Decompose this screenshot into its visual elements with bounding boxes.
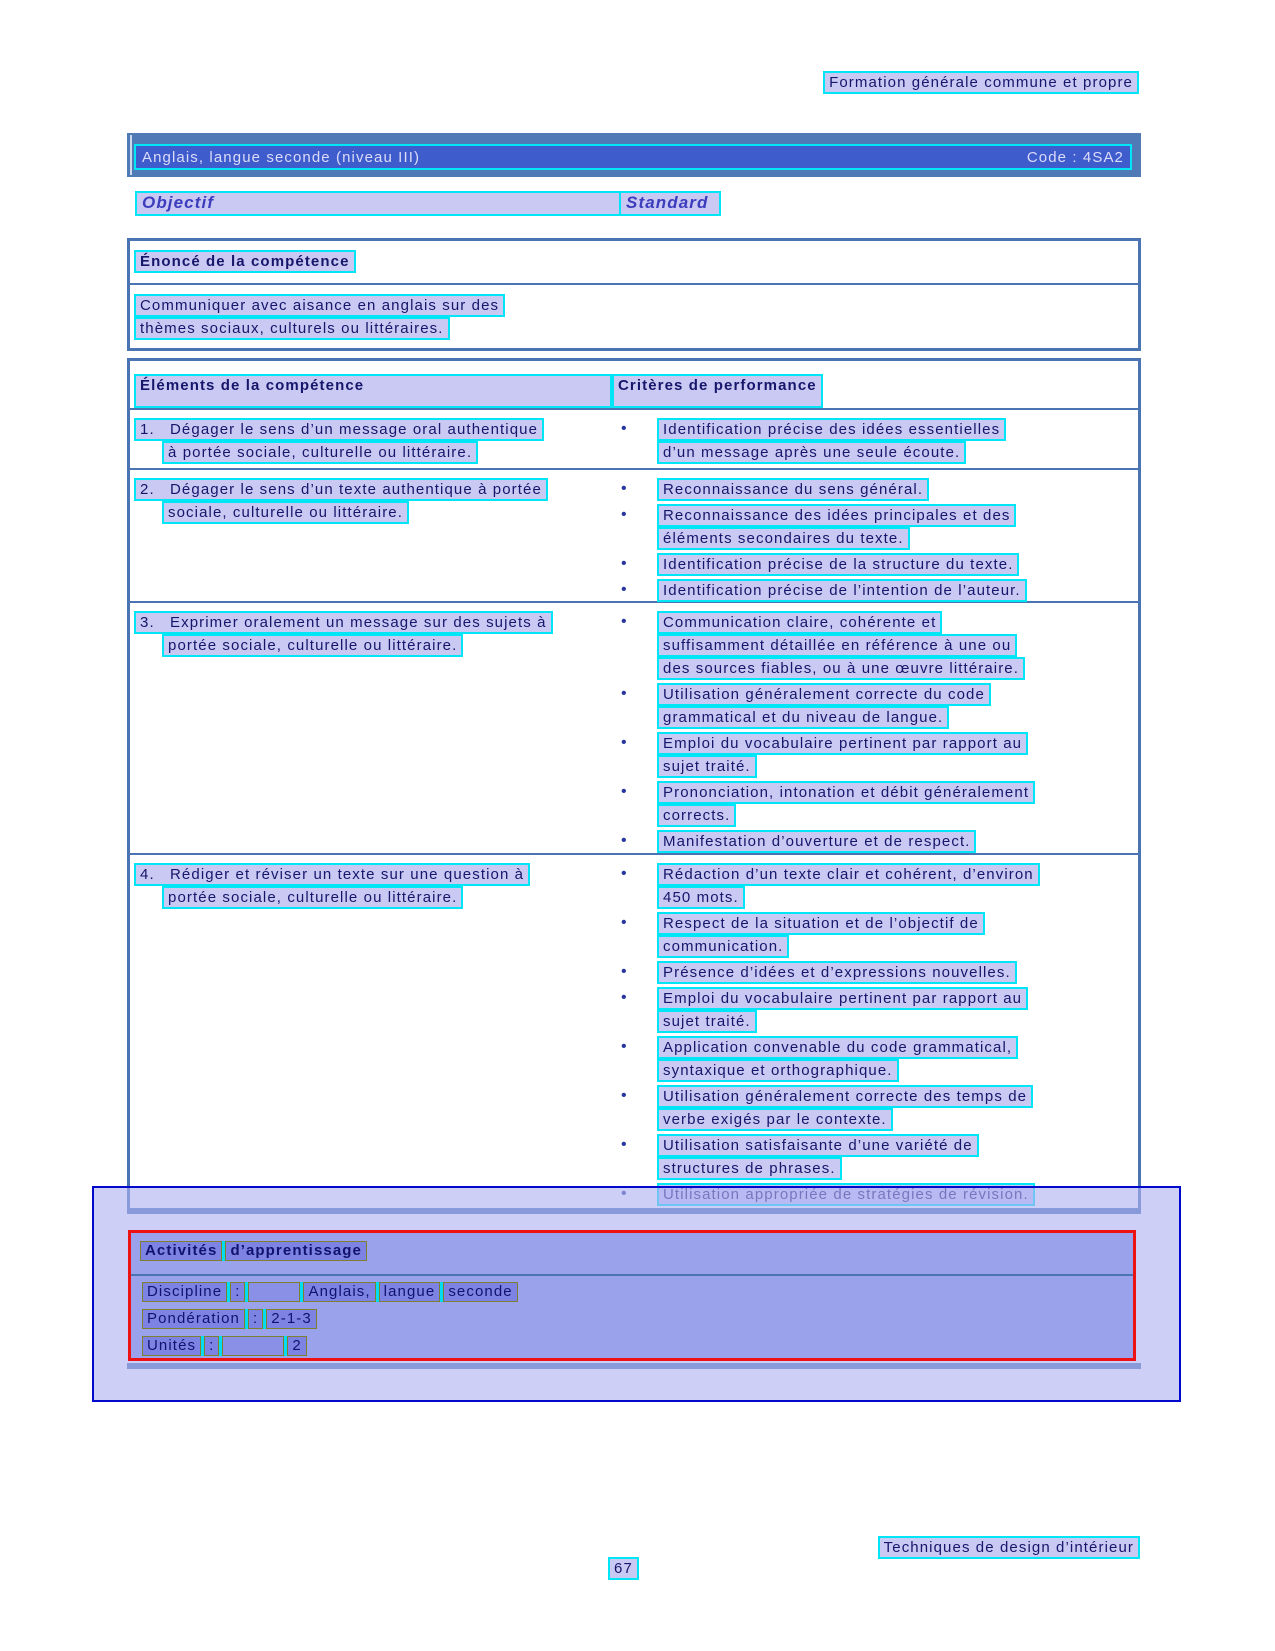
criterion-text: Utilisation généralement correcte du code xyxy=(657,683,991,706)
bullet-icon: • xyxy=(621,1087,628,1104)
criterion-text: Application convenable du code grammatical, xyxy=(657,1036,1018,1059)
criterion-text: Emploi du vocabulaire pertinent par rapport au xyxy=(657,732,1028,755)
activites-header-word: d’apprentissage xyxy=(225,1241,367,1261)
bullet-icon: • xyxy=(621,963,628,980)
criterion-text: sujet traité. xyxy=(657,755,757,778)
element-cell: 3. Exprimer oralement un message sur des sujets à portée sociale, culturelle ou littéraire. xyxy=(134,611,618,853)
criterion-text: communication. xyxy=(657,935,789,958)
discipline-value-word: seconde xyxy=(443,1282,517,1302)
activites-header-line xyxy=(140,1241,367,1261)
table-row xyxy=(130,855,1138,1206)
ponderation-row xyxy=(142,1309,317,1329)
colon: : xyxy=(204,1336,219,1356)
bullet-icon: • xyxy=(621,832,628,849)
criteria-cell xyxy=(618,863,1138,1206)
element-text: Rédiger et réviser un texte sur une question à xyxy=(170,866,525,883)
discipline-value-word: langue xyxy=(379,1282,441,1302)
bullet-icon: • xyxy=(621,506,628,523)
criteria-cell xyxy=(618,478,1138,601)
tab-spacer xyxy=(248,1282,300,1302)
criterion-text: verbe exigés par le contexte. xyxy=(657,1108,893,1131)
bullet-icon: • xyxy=(621,480,628,497)
criterion-text: suffisamment détaillée en référence à une ou xyxy=(657,634,1017,657)
element-text: Dégager le sens d’un message oral authentique xyxy=(170,421,539,438)
criterion-text: Identification précise des idées essentielles xyxy=(657,418,1006,441)
bullet-icon: • xyxy=(621,914,628,931)
discipline-value-word: Anglais, xyxy=(303,1282,375,1302)
criterion-text: Reconnaissance des idées principales et des xyxy=(657,504,1016,527)
criterion-text: des sources fiables, ou à une œuvre littéraire. xyxy=(657,657,1025,680)
standard-heading: Standard xyxy=(619,191,721,216)
bullet-icon: • xyxy=(621,581,628,598)
bullet-icon: • xyxy=(621,783,628,800)
ponderation-value: 2-1-3 xyxy=(266,1309,317,1329)
criterion-text: Communication claire, cohérente et xyxy=(657,611,942,634)
criteria-cell xyxy=(618,418,1138,468)
criterion-text: Reconnaissance du sens général. xyxy=(657,478,929,501)
table-row xyxy=(130,470,1138,603)
activites-header-word: Activités xyxy=(140,1241,222,1261)
criterion-text: Utilisation satisfaisante d’une variété de xyxy=(657,1134,979,1157)
page-number: 67 xyxy=(608,1557,639,1580)
activites-header-underline xyxy=(131,1274,1133,1276)
criterion-text: Manifestation d’ouverture et de respect. xyxy=(657,830,976,853)
table-row xyxy=(130,603,1138,855)
footer-program-name: Techniques de design d’intérieur xyxy=(878,1536,1140,1559)
title-bar xyxy=(127,133,1141,177)
course-title: Anglais, langue seconde (niveau III) xyxy=(142,148,421,166)
criterion-text: corrects. xyxy=(657,804,736,827)
competence-table xyxy=(127,358,1141,1214)
bullet-icon: • xyxy=(621,420,628,437)
bullet-icon: • xyxy=(621,1136,628,1153)
criterion-text: 450 mots. xyxy=(657,886,745,909)
enonce-body xyxy=(130,285,1138,340)
criterion-text: éléments secondaires du texte. xyxy=(657,527,910,550)
discipline-row xyxy=(142,1282,518,1302)
objectif-standard-row xyxy=(135,191,721,216)
table-header-row xyxy=(130,361,1138,410)
criterion-text: structures de phrases. xyxy=(657,1157,842,1180)
criterion-text: syntaxique et orthographique. xyxy=(657,1059,899,1082)
enonce-line: Communiquer avec aisance en anglais sur des xyxy=(134,294,505,317)
criterion-text: Présence d’idées et d’expressions nouvelles. xyxy=(657,961,1017,984)
colon: : xyxy=(230,1282,245,1302)
discipline-label: Discipline xyxy=(142,1282,227,1302)
element-text: sociale, culturelle ou littéraire. xyxy=(162,501,409,524)
element-text: portée sociale, culturelle ou littéraire. xyxy=(162,634,463,657)
table-row xyxy=(130,410,1138,470)
bullet-icon: • xyxy=(621,989,628,1006)
element-cell: 1. Dégager le sens d’un message oral authentique à portée sociale, culturelle ou littéraire. xyxy=(134,418,618,468)
criterion-text: grammatical et du niveau de langue. xyxy=(657,706,949,729)
enonce-header-row xyxy=(130,241,1138,285)
enonce-line: thèmes sociaux, culturels ou littéraires. xyxy=(134,317,450,340)
tab-spacer xyxy=(222,1336,284,1356)
bullet-icon: • xyxy=(621,865,628,882)
page-header-note: Formation générale commune et propre xyxy=(823,71,1139,94)
criterion-text: Emploi du vocabulaire pertinent par rapport au xyxy=(657,987,1028,1010)
element-text: Dégager le sens d’un texte authentique à portée xyxy=(170,481,542,498)
criteria-cell xyxy=(618,611,1138,853)
enonce-header: Énoncé de la compétence xyxy=(134,250,356,273)
enonce-competence-box xyxy=(127,238,1141,351)
criterion-text: Identification précise de l’intention de l’auteur. xyxy=(657,579,1027,602)
element-cell: 4. Rédiger et réviser un texte sur une question à portée sociale, culturelle ou littéraire. xyxy=(134,863,618,1206)
course-code: Code : 4SA2 xyxy=(1026,148,1124,166)
element-text: à portée sociale, culturelle ou littéraire. xyxy=(162,441,478,464)
criterion-text: Respect de la situation et de l’objectif de xyxy=(657,912,985,935)
ponderation-label: Pondération xyxy=(142,1309,245,1329)
criterion-text: Prononciation, intonation et débit généralement xyxy=(657,781,1035,804)
criterion-text: d’un message après une seule écoute. xyxy=(657,441,966,464)
colon: : xyxy=(248,1309,263,1329)
criterion-text: sujet traité. xyxy=(657,1010,757,1033)
bullet-icon: • xyxy=(621,1038,628,1055)
element-text: Exprimer oralement un message sur des sujets à xyxy=(170,614,547,631)
unites-label: Unités xyxy=(142,1336,201,1356)
bullet-icon: • xyxy=(621,685,628,702)
criterion-text: Rédaction d’un texte clair et cohérent, d’environ xyxy=(657,863,1040,886)
criterion-text: Identification précise de la structure du texte. xyxy=(657,553,1019,576)
bullet-icon: • xyxy=(621,555,628,572)
criterion-text: Utilisation généralement correcte des temps de xyxy=(657,1085,1033,1108)
col-header-elements: Éléments de la compétence xyxy=(134,374,612,408)
objectif-heading: Objectif xyxy=(135,191,621,216)
unites-value: 2 xyxy=(287,1336,306,1356)
activites-apprentissage-box xyxy=(128,1230,1136,1361)
title-highlight-box xyxy=(134,144,1132,170)
element-text: portée sociale, culturelle ou littéraire. xyxy=(162,886,463,909)
bullet-icon: • xyxy=(621,613,628,630)
unites-row xyxy=(142,1336,307,1356)
bullet-icon: • xyxy=(621,734,628,751)
col-header-criteres: Critères de performance xyxy=(612,374,823,408)
element-cell: 2. Dégager le sens d’un texte authentique à portée sociale, culturelle ou littéraire. xyxy=(134,478,618,601)
